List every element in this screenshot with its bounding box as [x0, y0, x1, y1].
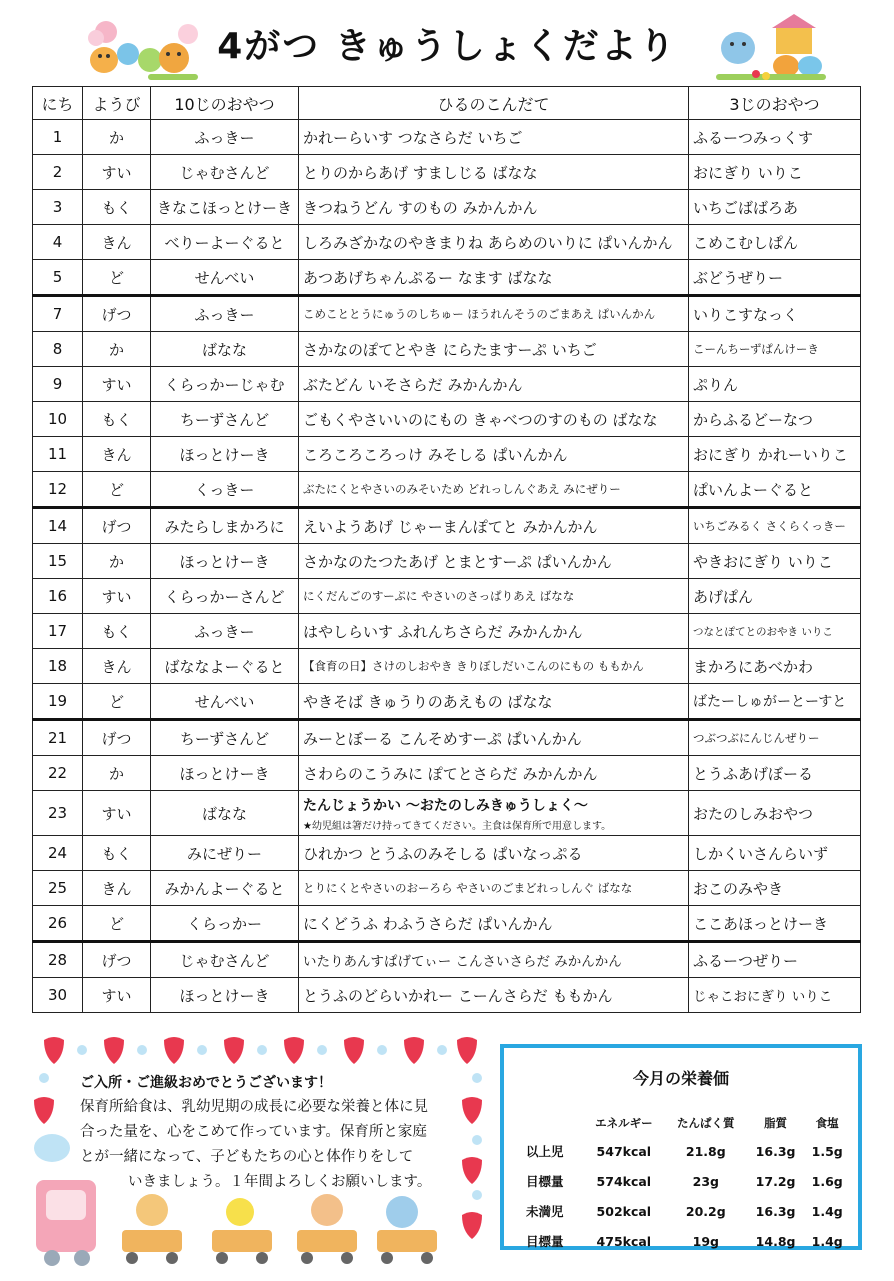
weekday-cell: もく [83, 614, 151, 649]
morning-snack-cell: くっきー [151, 472, 299, 508]
day-cell: 9 [33, 367, 83, 402]
day-cell: 19 [33, 684, 83, 720]
table-header-row [33, 87, 861, 120]
day-cell: 28 [33, 942, 83, 978]
nutrition-header [516, 1110, 583, 1136]
header-lunch: ひるのこんだて [299, 87, 689, 120]
afternoon-snack-cell: ふるーつぜりー [689, 942, 861, 978]
weekday-cell: ど [83, 684, 151, 720]
weekday-cell: きん [83, 649, 151, 684]
day-cell: 14 [33, 508, 83, 544]
weekday-cell: もく [83, 190, 151, 225]
morning-snack-cell: じゃむさんど [151, 942, 299, 978]
morning-snack-cell: ちーずさんど [151, 402, 299, 437]
nutrition-row [516, 1166, 850, 1196]
weekday-cell: ど [83, 906, 151, 942]
nutrition-value: 547kcal [596, 1143, 652, 1159]
nutrition-value: 1.4g [811, 1233, 843, 1249]
morning-snack-cell: ふっきー [151, 296, 299, 332]
nutrition-value: 502kcal [596, 1203, 652, 1219]
lunch-cell: ぶたにくとやさいのみそいため どれっしんぐあえ みにぜりー [299, 472, 689, 508]
afternoon-snack-cell: ふるーつみっくす [689, 120, 861, 155]
day-cell: 24 [33, 836, 83, 871]
weekday-cell: すい [83, 155, 151, 190]
table-row [33, 155, 861, 190]
header-afternoon-snack: 3じのおやつ [689, 87, 861, 120]
lunch-cell: さかなのぽてとやき にらたますーぷ いちご [299, 332, 689, 367]
lunch-cell: ごもくやさいいのにもの きゃべつのすのもの ばなな [299, 402, 689, 437]
weekday-cell: げつ [83, 942, 151, 978]
day-cell: 16 [33, 579, 83, 614]
morning-snack-cell: ほっとけーき [151, 437, 299, 472]
table-row [33, 472, 861, 508]
morning-snack-cell: じゃむさんど [151, 155, 299, 190]
weekday-cell: ど [83, 260, 151, 296]
weekday-cell: げつ [83, 720, 151, 756]
table-row [33, 649, 861, 684]
morning-snack-cell: くらっかーさんど [151, 579, 299, 614]
lunch-cell: とりのからあげ すましじる ばなな [299, 155, 689, 190]
table-row [33, 756, 861, 791]
afternoon-snack-cell: ばたーしゅがーとーすと [689, 684, 861, 720]
weekday-cell: げつ [83, 508, 151, 544]
afternoon-snack-cell: あげぱん [689, 579, 861, 614]
weekday-cell: か [83, 332, 151, 367]
weekday-cell: すい [83, 791, 151, 836]
afternoon-snack-cell: おこのみやき [689, 871, 861, 906]
lunch-cell: みーとぼーる こんそめすーぷ ぱいんかん [299, 720, 689, 756]
message-line: いきましょう。１年間よろしくお願いします。 [128, 1174, 432, 1190]
birthday-event-note: ★幼児組は箸だけ持ってきてください。主食は保育所で用意します。 [303, 820, 612, 832]
nutrition-value: 16.3g [755, 1143, 796, 1159]
nutrition-label: 未満児 [526, 1204, 564, 1219]
afternoon-snack-cell: おたのしみおやつ [689, 791, 861, 836]
morning-snack-cell: ふっきー [151, 120, 299, 155]
table-row [33, 260, 861, 296]
day-cell: 8 [33, 332, 83, 367]
lunch-cell: いたりあんすぱげてぃー こんさいさらだ みかんかん [299, 942, 689, 978]
table-row [33, 225, 861, 260]
day-cell: 11 [33, 437, 83, 472]
morning-snack-cell: みかんよーぐると [151, 871, 299, 906]
nutrition-value: 19g [692, 1233, 719, 1249]
day-cell: 25 [33, 871, 83, 906]
nutrition-row [516, 1226, 850, 1256]
nutrition-value: 574kcal [596, 1173, 652, 1189]
afternoon-snack-cell: いちごみるく さくらくっきー [689, 508, 861, 544]
table-row [33, 836, 861, 871]
table-row [33, 579, 861, 614]
nutrition-header: たんぱく質 [677, 1116, 735, 1130]
afternoon-snack-cell: おにぎり いりこ [689, 155, 861, 190]
table-row [33, 791, 861, 836]
day-cell: 10 [33, 402, 83, 437]
weekday-cell: すい [83, 367, 151, 402]
morning-snack-cell: べりーよーぐると [151, 225, 299, 260]
nutrition-panel [500, 1044, 862, 1250]
nutrition-value: 1.6g [811, 1173, 843, 1189]
message-title: ご入所・ご進級おめでとうございます！ [80, 1075, 332, 1091]
lunch-cell: かれーらいす つなさらだ いちご [299, 120, 689, 155]
morning-snack-cell: せんべい [151, 260, 299, 296]
day-cell: 7 [33, 296, 83, 332]
day-cell: 26 [33, 906, 83, 942]
morning-snack-cell: ほっとけーき [151, 544, 299, 579]
header-weekday: ようび [83, 87, 151, 120]
weekday-cell: きん [83, 871, 151, 906]
nutrition-row [516, 1196, 850, 1226]
table-row [33, 190, 861, 225]
weekday-cell: もく [83, 836, 151, 871]
nutrition-title: 今月の栄養価 [632, 1069, 729, 1088]
table-row [33, 684, 861, 720]
lunch-cell: 【食育の日】さけのしおやき きりぼしだいこんのにもの ももかん [299, 649, 689, 684]
afternoon-snack-cell: じゃこおにぎり いりこ [689, 978, 861, 1013]
afternoon-snack-cell: からふるどーなつ [689, 402, 861, 437]
day-cell: 3 [33, 190, 83, 225]
day-cell: 23 [33, 791, 83, 836]
top-right-illustration [716, 14, 826, 82]
afternoon-snack-cell: つぶつぶにんじんぜりー [689, 720, 861, 756]
weekday-cell: すい [83, 978, 151, 1013]
table-row [33, 402, 861, 437]
weekday-cell: か [83, 756, 151, 791]
top-left-illustration [78, 16, 208, 82]
lunch-cell: えいようあげ じゃーまんぽてと みかんかん [299, 508, 689, 544]
nutrition-label: 目標量 [526, 1234, 564, 1249]
nutrition-value: 1.5g [811, 1143, 843, 1159]
weekday-cell: げつ [83, 296, 151, 332]
nutrition-value: 1.4g [811, 1203, 843, 1219]
weekday-cell: か [83, 120, 151, 155]
lunch-cell: あつあげちゃんぷるー なます ばなな [299, 260, 689, 296]
message-line: とが一緒になって、子どもたちの心と体作りをして [80, 1149, 414, 1165]
lunch-cell: にくだんごのすーぷに やさいのさっぱりあえ ばなな [299, 579, 689, 614]
nutrition-header: エネルギー [595, 1116, 653, 1130]
nutrition-value: 23g [692, 1173, 719, 1189]
table-row [33, 978, 861, 1013]
table-row [33, 614, 861, 649]
weekday-cell: きん [83, 225, 151, 260]
nutrition-row [516, 1136, 850, 1166]
lunch-cell: ひれかつ とうふのみそしる ぱいなっぷる [299, 836, 689, 871]
afternoon-snack-cell: まかろにあべかわ [689, 649, 861, 684]
morning-snack-cell: ばななよーぐると [151, 649, 299, 684]
day-cell: 5 [33, 260, 83, 296]
day-cell: 17 [33, 614, 83, 649]
day-cell: 4 [33, 225, 83, 260]
afternoon-snack-cell: つなとぽてとのおやき いりこ [689, 614, 861, 649]
day-cell: 30 [33, 978, 83, 1013]
nutrition-label: 目標量 [526, 1174, 564, 1189]
day-cell: 15 [33, 544, 83, 579]
morning-snack-cell: ばなな [151, 332, 299, 367]
nutrition-value: 475kcal [596, 1233, 652, 1249]
page-title: 4がつ きゅうしょくだより [217, 26, 677, 67]
table-row [33, 906, 861, 942]
afternoon-snack-cell: いりこすなっく [689, 296, 861, 332]
lunch-cell: さわらのこうみに ぽてとさらだ みかんかん [299, 756, 689, 791]
lunch-cell: さかなのたつたあげ とまとすーぷ ぱいんかん [299, 544, 689, 579]
header-morning-snack: 10じのおやつ [151, 87, 299, 120]
weekday-cell: きん [83, 437, 151, 472]
morning-snack-cell: ほっとけーき [151, 756, 299, 791]
nutrition-header-row [516, 1110, 850, 1136]
weekday-cell: もく [83, 402, 151, 437]
menu-table [32, 86, 861, 1013]
lunch-cell: ころころころっけ みそしる ぱいんかん [299, 437, 689, 472]
nutrition-header: 食塩 [815, 1116, 839, 1130]
message-line: 保育所給食は、乳幼児期の成長に必要な栄養と体に見 [80, 1099, 428, 1115]
birthday-event-title: たんじょうかい ～おたのしみきゅうしょく～ [303, 797, 588, 814]
table-row [33, 437, 861, 472]
lunch-cell: はやしらいす ふれんちさらだ みかんかん [299, 614, 689, 649]
message-line: 合った量を、心をこめて作っています。保育所と家庭 [80, 1124, 427, 1140]
nutrition-table [516, 1110, 850, 1256]
morning-snack-cell: きなこほっとけーき [151, 190, 299, 225]
day-cell: 22 [33, 756, 83, 791]
table-row [33, 871, 861, 906]
nutrition-value: 21.8g [685, 1143, 726, 1159]
lunch-cell: しろみざかなのやきまりね あらめのいりに ぱいんかん [299, 225, 689, 260]
table-row [33, 942, 861, 978]
table-row [33, 508, 861, 544]
lunch-cell: にくどうふ わふうさらだ ぱいんかん [299, 906, 689, 942]
morning-snack-cell: ほっとけーき [151, 978, 299, 1013]
day-cell: 2 [33, 155, 83, 190]
morning-snack-cell: みにぜりー [151, 836, 299, 871]
morning-snack-cell: せんべい [151, 684, 299, 720]
lunch-cell: とうふのどらいかれー こーんさらだ ももかん [299, 978, 689, 1013]
lunch-cell [299, 791, 689, 836]
afternoon-snack-cell: こーんちーずぱんけーき [689, 332, 861, 367]
lunch-cell: こめこととうにゅうのしちゅー ほうれんそうのごまあえ ぱいんかん [299, 296, 689, 332]
table-row [33, 367, 861, 402]
afternoon-snack-cell: やきおにぎり いりこ [689, 544, 861, 579]
afternoon-snack-cell: ぱいんよーぐると [689, 472, 861, 508]
day-cell: 12 [33, 472, 83, 508]
table-row [33, 332, 861, 367]
table-row [33, 296, 861, 332]
weekday-cell: ど [83, 472, 151, 508]
morning-snack-cell: くらっかーじゃむ [151, 367, 299, 402]
lunch-cell: きつねうどん すのもの みかんかん [299, 190, 689, 225]
afternoon-snack-cell: しかくいさんらいず [689, 836, 861, 871]
day-cell: 21 [33, 720, 83, 756]
table-row [33, 720, 861, 756]
nutrition-value: 17.2g [755, 1173, 796, 1189]
weekday-cell: か [83, 544, 151, 579]
lunch-cell: とりにくとやさいのおーろら やさいのごまどれっしんぐ ばなな [299, 871, 689, 906]
lunch-cell: やきそば きゅうりのあえもの ばなな [299, 684, 689, 720]
header-day: にち [33, 87, 83, 120]
nutrition-value: 14.8g [755, 1233, 796, 1249]
morning-snack-cell: みたらしまかろに [151, 508, 299, 544]
afternoon-snack-cell: ぶどうぜりー [689, 260, 861, 296]
afternoon-snack-cell: ぷりん [689, 367, 861, 402]
day-cell: 1 [33, 120, 83, 155]
nutrition-value: 20.2g [685, 1203, 726, 1219]
morning-snack-cell: ばなな [151, 791, 299, 836]
afternoon-snack-cell: ここあほっとけーき [689, 906, 861, 942]
table-row [33, 544, 861, 579]
weekday-cell: すい [83, 579, 151, 614]
afternoon-snack-cell: こめこむしぱん [689, 225, 861, 260]
morning-snack-cell: ちーずさんど [151, 720, 299, 756]
morning-snack-cell: くらっかー [151, 906, 299, 942]
afternoon-snack-cell: おにぎり かれーいりこ [689, 437, 861, 472]
table-row [33, 120, 861, 155]
afternoon-snack-cell: とうふあげぼーる [689, 756, 861, 791]
nutrition-header: 脂質 [764, 1116, 788, 1130]
morning-snack-cell: ふっきー [151, 614, 299, 649]
message-body [80, 1095, 450, 1195]
lunch-cell: ぶたどん いそさらだ みかんかん [299, 367, 689, 402]
afternoon-snack-cell: いちごばばろあ [689, 190, 861, 225]
day-cell: 18 [33, 649, 83, 684]
nutrition-label: 以上児 [526, 1144, 564, 1159]
nutrition-value: 16.3g [755, 1203, 796, 1219]
